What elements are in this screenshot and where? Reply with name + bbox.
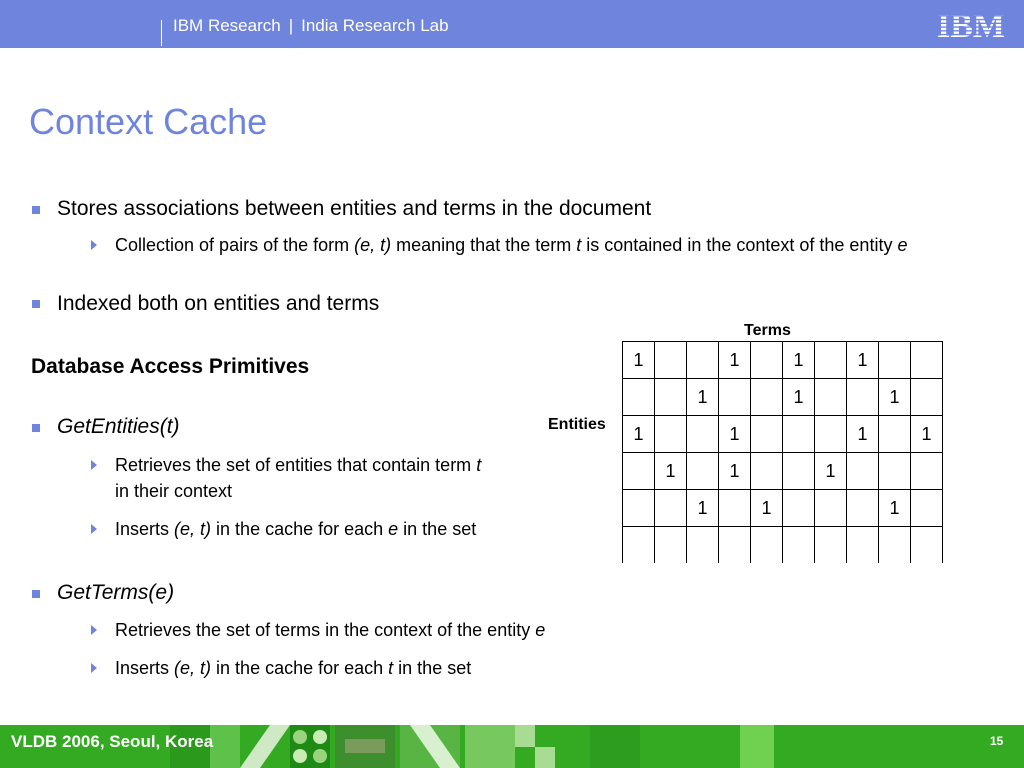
matrix-cell: 1 [719, 416, 751, 453]
header-divider [161, 20, 162, 46]
primitive-getterms [57, 581, 174, 605]
header-bar [0, 0, 1024, 48]
matrix-cell [911, 490, 943, 527]
matrix-cell [847, 527, 879, 564]
matrix-row [623, 527, 943, 564]
bullet-square-icon [32, 206, 40, 214]
matrix-cell [655, 379, 687, 416]
matrix-cell [751, 379, 783, 416]
matrix-cell [783, 490, 815, 527]
matrix-cell: 1 [847, 342, 879, 379]
matrix-cell [687, 527, 719, 564]
matrix-cell: 1 [783, 379, 815, 416]
matrix-cell [751, 453, 783, 490]
matrix-cell [911, 527, 943, 564]
matrix-cell [879, 527, 911, 564]
lab-name: India Research Lab [301, 16, 449, 35]
text-italic: e [897, 235, 908, 255]
matrix-cell: 1 [687, 490, 719, 527]
matrix-cell [783, 416, 815, 453]
bullet-square-icon [32, 300, 40, 308]
slide-title: Context Cache [29, 101, 268, 142]
text-segment: in the set [398, 519, 477, 539]
bullet-triangle-icon [91, 663, 97, 673]
text-italic: GetTerms(e) [57, 581, 175, 604]
ibm-logo [934, 9, 1008, 39]
text-segment: in their context [115, 481, 233, 501]
matrix-cell: 1 [815, 453, 847, 490]
text-segment: Inserts [115, 519, 175, 539]
section-heading: Database Access Primitives [31, 355, 310, 378]
text-italic: t [476, 455, 482, 475]
footer-decorative-strip [170, 725, 780, 768]
sub-bullet-retrieves-terms [115, 617, 545, 643]
matrix-cell [623, 490, 655, 527]
matrix-cell [655, 416, 687, 453]
text-italic: (e, t) [354, 235, 392, 255]
text-segment: in the set [393, 658, 472, 678]
matrix-cell: 1 [751, 490, 783, 527]
bullet-triangle-icon [91, 240, 97, 250]
text-segment: Retrieves the set of entities that contain term [115, 455, 477, 475]
text-segment: meaning that the term [391, 235, 577, 255]
text-italic: e [388, 519, 399, 539]
matrix-cell [847, 379, 879, 416]
text-segment: in the cache for each [211, 658, 389, 678]
matrix-cell [783, 527, 815, 564]
text-segment: Collection of pairs of the form [115, 235, 355, 255]
matrix-cell [879, 453, 911, 490]
footer-bar [0, 725, 1024, 768]
matrix-cell: 1 [623, 342, 655, 379]
ibm-logo-text: IBM [937, 9, 1005, 39]
matrix-cell [815, 342, 847, 379]
text-segment: Retrieves the set of terms in the context of the entity [115, 620, 536, 640]
sub-bullet-collection [115, 232, 995, 258]
matrix-cell [623, 379, 655, 416]
matrix-cell [719, 379, 751, 416]
matrix-cell [687, 416, 719, 453]
matrix-cell [687, 342, 719, 379]
footer-venue: VLDB 2006, Seoul, Korea [11, 732, 214, 751]
text-italic: (e, t) [174, 519, 212, 539]
matrix-row [623, 416, 943, 453]
bullet-triangle-icon [91, 625, 97, 635]
sub-bullet-inserts-terms [115, 655, 471, 681]
text-italic: t [388, 658, 394, 678]
matrix-cell [623, 527, 655, 564]
matrix-cell: 1 [655, 453, 687, 490]
header-org [173, 16, 449, 36]
matrix-cell [879, 342, 911, 379]
text-italic: t [576, 235, 582, 255]
matrix-cell: 1 [783, 342, 815, 379]
text-italic: e [535, 620, 546, 640]
matrix-entities-label: Entities [548, 416, 606, 433]
text-segment: in the cache for each [211, 519, 389, 539]
bullet-square-icon [32, 424, 40, 432]
sub-bullet-retrieves-entities [115, 452, 595, 504]
matrix-row [623, 342, 943, 379]
text-italic: GetEntities(t) [57, 415, 180, 438]
matrix-cell [847, 453, 879, 490]
primitive-getentities [57, 415, 180, 439]
matrix-cell [783, 453, 815, 490]
bullet-triangle-icon [91, 460, 97, 470]
matrix-cell [719, 527, 751, 564]
matrix-row [623, 379, 943, 416]
matrix-cell [911, 453, 943, 490]
org-name: IBM Research [173, 16, 281, 35]
matrix-cell: 1 [879, 379, 911, 416]
matrix-cell [751, 527, 783, 564]
bullet-triangle-icon [91, 524, 97, 534]
matrix-cell [655, 527, 687, 564]
matrix-cell [815, 527, 847, 564]
matrix-cell: 1 [719, 342, 751, 379]
sub-bullet-inserts-entities [115, 516, 476, 542]
matrix-cell: 1 [847, 416, 879, 453]
page-number: 15 [990, 734, 1004, 748]
matrix-cell: 1 [719, 453, 751, 490]
entity-term-matrix [622, 341, 943, 563]
matrix-cell [911, 379, 943, 416]
bullet-indexed: Indexed both on entities and terms [57, 292, 380, 315]
matrix-cell [655, 342, 687, 379]
matrix-cell [879, 416, 911, 453]
matrix-cell [847, 490, 879, 527]
matrix-row [623, 453, 943, 490]
text-segment: is contained in the context of the entity [581, 235, 898, 255]
matrix-cell [815, 416, 847, 453]
matrix-cell: 1 [623, 416, 655, 453]
matrix-cell [687, 453, 719, 490]
bullet-square-icon [32, 590, 40, 598]
matrix-cell [815, 379, 847, 416]
org-separator: | [288, 16, 294, 35]
matrix-cell [751, 342, 783, 379]
matrix-cell [623, 453, 655, 490]
matrix-cell [911, 342, 943, 379]
text-italic: (e, t) [174, 658, 212, 678]
matrix-cell [751, 416, 783, 453]
matrix-row [623, 490, 943, 527]
matrix-terms-label: Terms [744, 322, 791, 339]
matrix-cell: 1 [687, 379, 719, 416]
matrix-cell: 1 [911, 416, 943, 453]
matrix-cell: 1 [879, 490, 911, 527]
matrix-cell [655, 490, 687, 527]
bullet-stores: Stores associations between entities and terms in the document [57, 197, 652, 220]
matrix-cell [815, 490, 847, 527]
matrix-cell [719, 490, 751, 527]
text-segment: Inserts [115, 658, 175, 678]
